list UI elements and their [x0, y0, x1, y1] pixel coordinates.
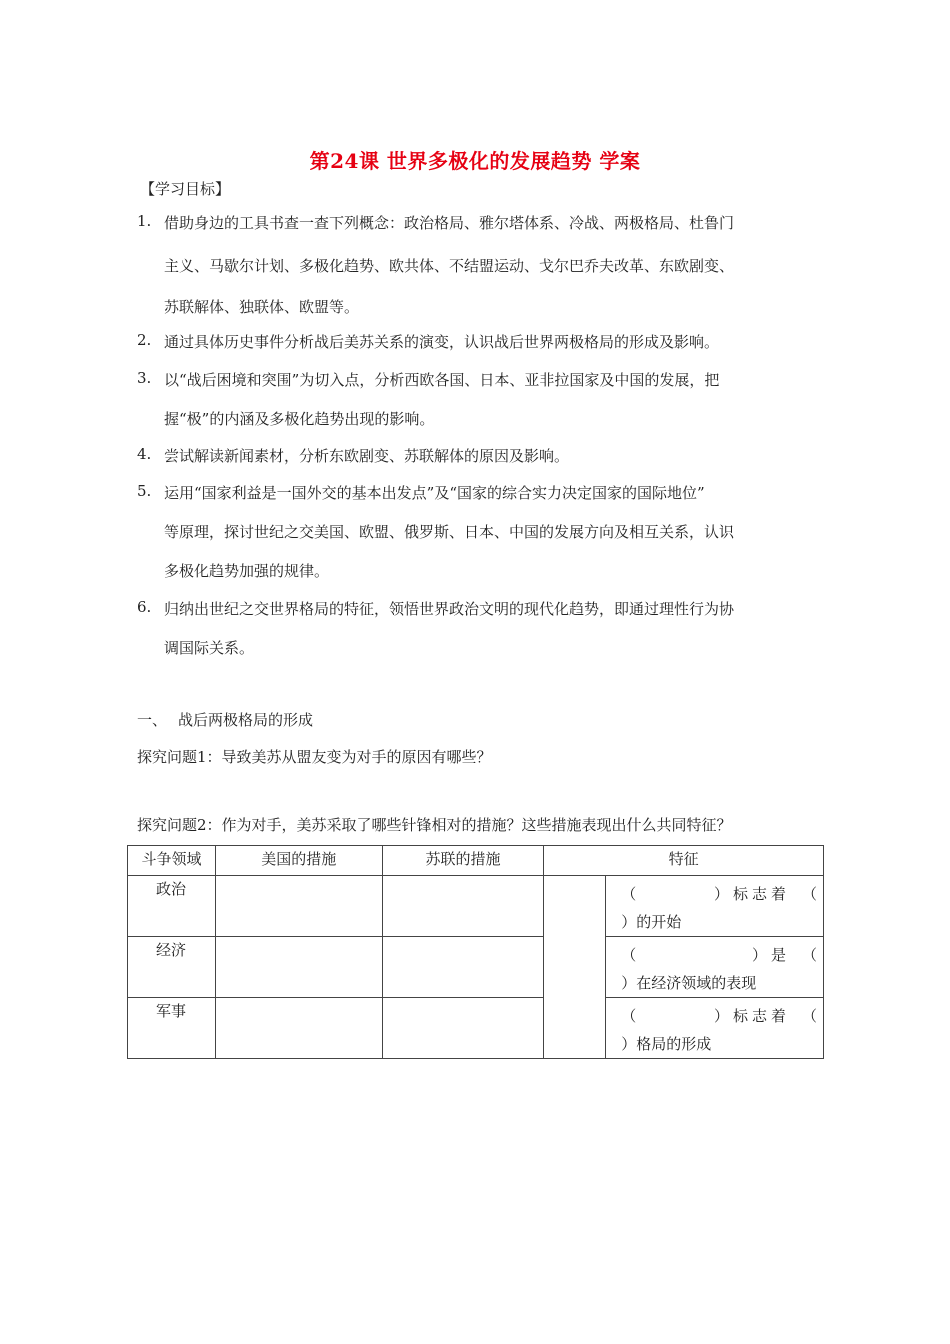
field-cell [128, 937, 216, 998]
objective-5-num: 5. [137, 482, 152, 500]
usa-measure-cell[interactable] [215, 937, 382, 998]
feature-cell[interactable] [606, 937, 824, 998]
feature-blank-cell[interactable] [544, 876, 606, 1059]
feature-cell[interactable] [606, 876, 824, 937]
objective-6-line-2: 调国际关系。 [164, 639, 255, 657]
page-title: 第24课 世界多极化的发展趋势 学案 [309, 149, 641, 173]
table-row [128, 937, 824, 998]
objective-1-line-3: 苏联解体、独联体、欧盟等。 [164, 298, 360, 316]
objective-3-line-1: 以“战后困境和突围”为切入点，分析西欧各国、日本、亚非拉国家及中国的发展，把 [164, 371, 720, 389]
header-ussr: 苏联的措施 [382, 846, 544, 876]
objective-2-num: 2. [137, 331, 152, 349]
feature-connector: ）是 [751, 946, 790, 964]
goals-heading: 【学习目标】 [140, 180, 231, 198]
feature-open-paren-2: （ [801, 1007, 817, 1025]
feature-open-paren: （ [621, 1007, 637, 1025]
objective-5-line-3: 多极化趋势加强的规律。 [164, 562, 330, 580]
objective-5-line-1: 运用“国家利益是一国外交的基本出发点”及“国家的综合实力决定国家的国际地位” [164, 484, 705, 502]
objective-1-line-1: 借助身边的工具书查一查下列概念：政治格局、雅尔塔体系、冷战、两极格局、杜鲁门 [164, 214, 735, 232]
objective-4-line-1: 尝试解读新闻素材，分析东欧剧变、苏联解体的原因及影响。 [164, 447, 570, 465]
ussr-measure-cell[interactable] [382, 998, 544, 1059]
feature-line-2: ）的开始 [621, 913, 682, 931]
objective-1-num: 1. [137, 212, 152, 230]
objective-1-line-2: 主义、马歇尔计划、多极化趋势、欧共体、不结盟运动、戈尔巴乔夫改革、东欧剧变、 [164, 257, 735, 275]
field-label: 政治 [156, 880, 187, 898]
field-label: 军事 [156, 1002, 187, 1020]
section-1-title: 战后两极格局的形成 [178, 711, 314, 729]
feature-open-paren: （ [621, 946, 637, 964]
feature-open-paren: （ [621, 885, 637, 903]
field-cell [128, 876, 216, 937]
objective-6-line-1: 归纳出世纪之交世界格局的特征，领悟世界政治文明的现代化趋势，即通过理性行为协 [164, 600, 735, 618]
objective-6-num: 6. [137, 598, 152, 616]
question-1: 探究问题1：导致美苏从盟友变为对手的原因有哪些？ [137, 748, 492, 766]
objective-3-line-2: 握“极”的内涵及多极化趋势出现的影响。 [164, 410, 435, 428]
objective-2-line-1: 通过具体历史事件分析战后美苏关系的演变，认识战后世界两极格局的形成及影响。 [164, 333, 720, 351]
feature-connector: ）标志着 [713, 1007, 790, 1025]
header-usa: 美国的措施 [215, 846, 382, 876]
feature-open-paren-2: （ [801, 946, 817, 964]
usa-measure-cell[interactable] [215, 876, 382, 937]
section-1-num: 一、 [137, 711, 168, 729]
field-cell [128, 998, 216, 1059]
feature-connector: ）标志着 [713, 885, 790, 903]
table-row [128, 876, 824, 937]
ussr-measure-cell[interactable] [382, 937, 544, 998]
header-feature: 特征 [544, 846, 824, 876]
ussr-measure-cell[interactable] [382, 876, 544, 937]
feature-line-2: ）格局的形成 [621, 1035, 712, 1053]
table-header-row [128, 846, 824, 876]
feature-line-2: ）在经济领域的表现 [621, 974, 757, 992]
feature-cell[interactable] [606, 998, 824, 1059]
field-label: 经济 [156, 941, 187, 959]
objective-4-num: 4. [137, 445, 152, 463]
measures-table [127, 845, 824, 1059]
feature-open-paren-2: （ [801, 885, 817, 903]
header-field: 斗争领域 [128, 846, 216, 876]
question-2: 探究问题2：作为对手，美苏采取了哪些针锋相对的措施？这些措施表现出什么共同特征？ [137, 816, 732, 834]
objective-5-line-2: 等原理，探讨世纪之交美国、欧盟、俄罗斯、日本、中国的发展方向及相互关系，认识 [164, 523, 735, 541]
usa-measure-cell[interactable] [215, 998, 382, 1059]
table-row [128, 998, 824, 1059]
objective-3-num: 3. [137, 369, 152, 387]
